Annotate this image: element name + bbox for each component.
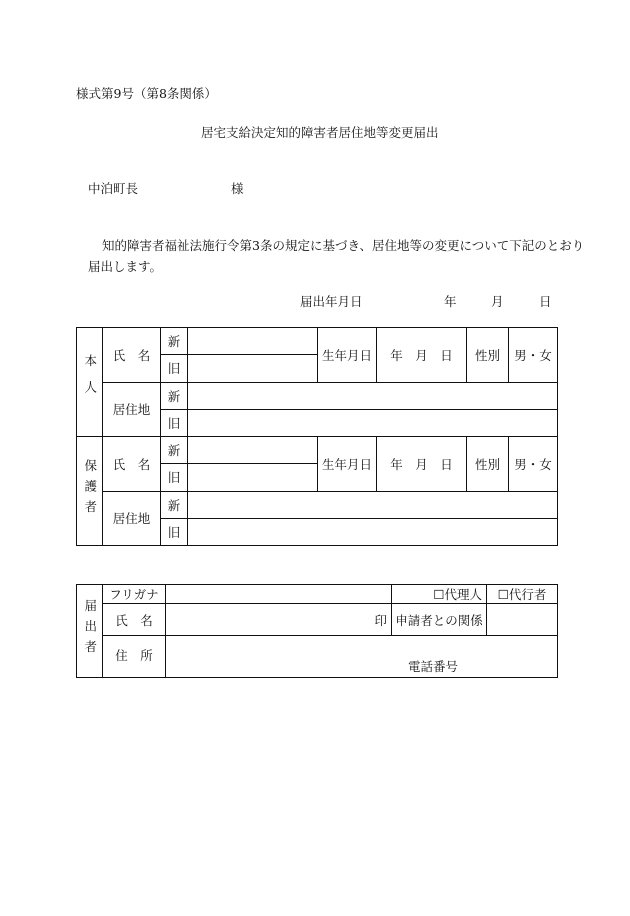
hogosha-birth-label: 生年月日	[318, 437, 377, 492]
furigana-label: フリガナ	[103, 585, 166, 604]
seal-mark: 印	[374, 612, 387, 628]
agent-checkbox[interactable]: ☐代理人	[392, 585, 487, 604]
date-year: 年	[444, 294, 457, 309]
proxy-checkbox[interactable]: ☐代行者	[487, 585, 558, 604]
form-number: 様式第9号（第8条関係）	[76, 86, 217, 101]
honnin-address-old-field[interactable]	[188, 409, 558, 436]
body-text-line1: 知的障害者福祉法施行令第3条の規定に基づき、居住地等の変更について下記のとおり	[102, 238, 585, 253]
date-label: 届出年月日	[300, 294, 363, 309]
phone-label: 電話番号	[408, 659, 459, 674]
hogosha-name-new-label: 新	[161, 437, 188, 464]
hogosha-address-old-label: 旧	[161, 518, 188, 545]
hogosha-address-label: 居住地	[103, 491, 161, 546]
honnin-name-new-label: 新	[161, 328, 188, 355]
honnin-label: 本人	[77, 328, 103, 437]
page-title: 居宅支給決定知的障害者居住地等変更届出	[201, 125, 439, 140]
honnin-address-old-label: 旧	[161, 409, 188, 436]
honnin-sex-field[interactable]: 男・女	[509, 328, 558, 383]
hogosha-name-old-label: 旧	[161, 464, 188, 491]
hogosha-address-new-label: 新	[161, 491, 188, 518]
hogosha-address-old-field[interactable]	[188, 518, 558, 545]
relation-label: 申請者との関係	[392, 604, 487, 636]
honnin-name-new-field[interactable]	[188, 328, 318, 355]
reporter-name-label: 氏 名	[103, 604, 166, 636]
hogosha-name-new-field[interactable]	[188, 437, 318, 464]
furigana-field[interactable]	[166, 585, 392, 604]
reporter-address-label: 住 所	[103, 636, 166, 678]
hogosha-name-label: 氏 名	[103, 437, 161, 492]
honnin-address-new-label: 新	[161, 382, 188, 409]
honnin-birth-label: 生年月日	[318, 328, 377, 383]
hogosha-address-new-field[interactable]	[188, 491, 558, 518]
hogosha-birth-field[interactable]: 年 月 日	[377, 437, 467, 492]
honnin-name-label: 氏 名	[103, 328, 161, 383]
addressee-name: 中泊町長	[88, 181, 139, 196]
date-day: 日	[539, 294, 552, 309]
reporter-table	[76, 584, 558, 678]
honnin-address-new-field[interactable]	[188, 382, 558, 409]
subject-table	[76, 327, 558, 546]
hogosha-name-old-field[interactable]	[188, 464, 318, 491]
honnin-birth-field[interactable]: 年 月 日	[377, 328, 467, 383]
honnin-address-label: 居住地	[103, 382, 161, 437]
addressee-suffix: 様	[231, 181, 244, 196]
honnin-sex-label: 性別	[467, 328, 509, 383]
hogosha-label: 保護者	[77, 437, 103, 546]
body-text-line2: 届出します。	[88, 259, 163, 274]
reporter-name-field[interactable]	[166, 604, 392, 636]
hogosha-sex-label: 性別	[467, 437, 509, 492]
date-month: 月	[491, 294, 504, 309]
hogosha-sex-field[interactable]: 男・女	[509, 437, 558, 492]
honnin-name-old-label: 旧	[161, 355, 188, 382]
reporter-label: 届出者	[77, 585, 103, 678]
honnin-name-old-field[interactable]	[188, 355, 318, 382]
reporter-address-field[interactable]	[166, 636, 558, 678]
relation-field[interactable]	[487, 604, 558, 636]
